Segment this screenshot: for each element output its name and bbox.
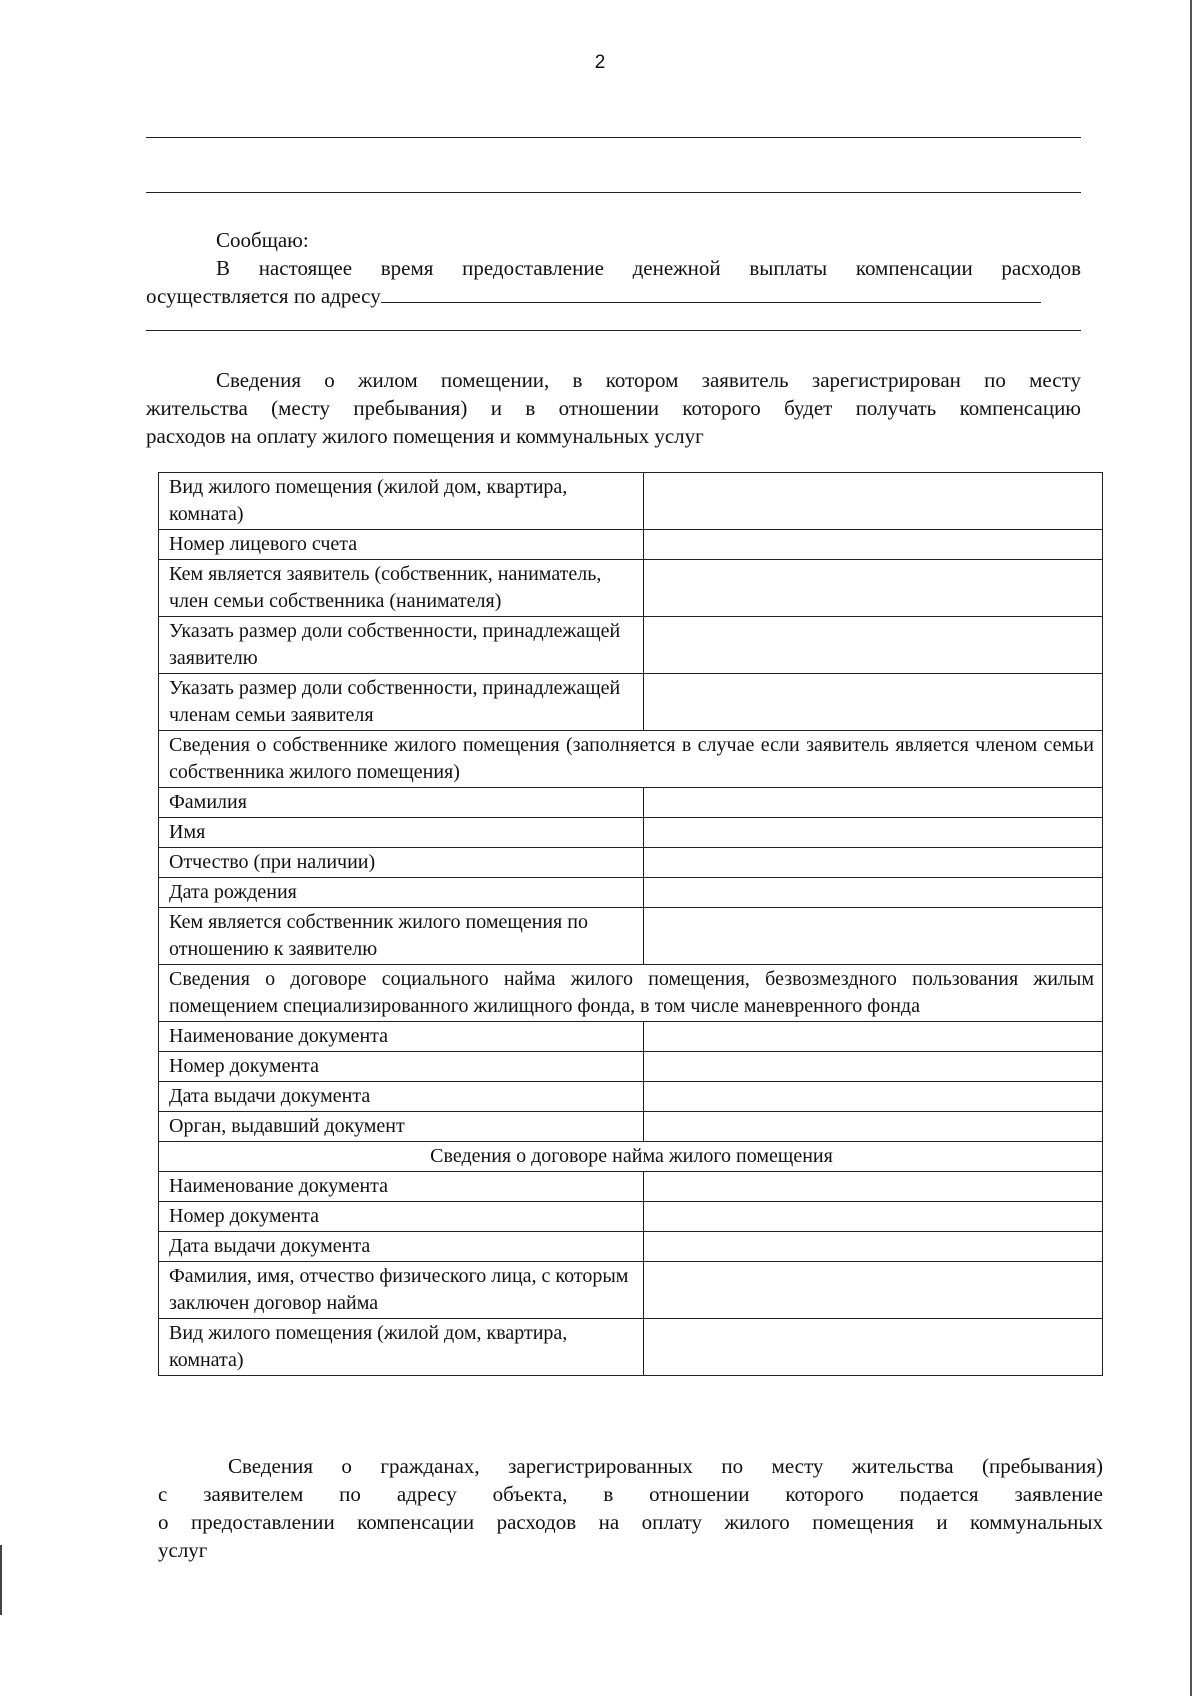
owner-section-header: Сведения о собственнике жилого помещения (заполняется в случае если заявитель является членом семьи собственника жилого помещения) bbox=[159, 731, 1103, 788]
message-line bbox=[146, 282, 1081, 310]
table-row bbox=[159, 965, 1103, 1022]
message-heading: Сообщаю: bbox=[216, 228, 309, 252]
table-row bbox=[159, 818, 1103, 848]
table-row bbox=[159, 878, 1103, 908]
owner-surname-label: Фамилия bbox=[159, 788, 644, 818]
table-row bbox=[159, 1319, 1103, 1376]
blank-line[interactable] bbox=[146, 137, 1081, 138]
table-row bbox=[159, 530, 1103, 560]
document-number-field[interactable] bbox=[644, 1052, 1103, 1082]
document-date-label: Дата выдачи документа bbox=[159, 1082, 644, 1112]
owner-patronymic-label: Отчество (при наличии) bbox=[159, 848, 644, 878]
owner-patronymic-field[interactable] bbox=[644, 848, 1103, 878]
table-row bbox=[159, 617, 1103, 674]
table-row bbox=[159, 1112, 1103, 1142]
table-row bbox=[159, 674, 1103, 731]
intro-paragraph bbox=[146, 366, 1081, 450]
lease-housing-type-label: Вид жилого помещения (жилой дом, квартира, комната) bbox=[159, 1319, 644, 1376]
family-share-field[interactable] bbox=[644, 674, 1103, 731]
lease-document-number-label: Номер документа bbox=[159, 1202, 644, 1232]
lease-person-field[interactable] bbox=[644, 1262, 1103, 1319]
document-issuer-field[interactable] bbox=[644, 1112, 1103, 1142]
owner-name-label: Имя bbox=[159, 818, 644, 848]
owner-name-field[interactable] bbox=[644, 818, 1103, 848]
housing-info-table bbox=[158, 472, 1103, 1376]
table-row bbox=[159, 560, 1103, 617]
blank-line[interactable] bbox=[146, 192, 1081, 193]
lease-section-header: Сведения о договоре найма жилого помещения bbox=[159, 1142, 1103, 1172]
table-row bbox=[159, 1202, 1103, 1232]
intro-line: Сведения о жилом помещении, в котором заявитель зарегистрирован по месту bbox=[216, 368, 1081, 392]
applicant-share-label: Указать размер доли собственности, принадлежащей заявителю bbox=[159, 617, 644, 674]
owner-birth-date-field[interactable] bbox=[644, 878, 1103, 908]
page-number: 2 bbox=[594, 52, 606, 73]
message-paragraph bbox=[146, 226, 1081, 310]
address-blank[interactable] bbox=[381, 282, 1041, 303]
message-address-label: осуществляется по адресу bbox=[146, 284, 381, 308]
lease-document-number-field[interactable] bbox=[644, 1202, 1103, 1232]
document-name-field[interactable] bbox=[644, 1022, 1103, 1052]
scan-edge-mark bbox=[1190, 0, 1192, 1696]
blank-line[interactable] bbox=[146, 330, 1081, 331]
lease-housing-type-field[interactable] bbox=[644, 1319, 1103, 1376]
table-row bbox=[159, 1082, 1103, 1112]
table-row bbox=[159, 731, 1103, 788]
table-row bbox=[159, 1262, 1103, 1319]
lease-person-label: Фамилия, имя, отчество физического лица, с которым заключен договор найма bbox=[159, 1262, 644, 1319]
lease-document-date-label: Дата выдачи документа bbox=[159, 1232, 644, 1262]
lease-document-name-label: Наименование документа bbox=[159, 1172, 644, 1202]
table-row bbox=[159, 788, 1103, 818]
outro-line: услуг bbox=[158, 1538, 208, 1562]
family-share-label: Указать размер доли собственности, принадлежащей членам семьи заявителя bbox=[159, 674, 644, 731]
housing-type-label: Вид жилого помещения (жилой дом, квартира, комната) bbox=[159, 473, 644, 530]
intro-line: жительства (месту пребывания) и в отношении которого будет получать компенсацию bbox=[146, 396, 1081, 420]
applicant-role-field[interactable] bbox=[644, 560, 1103, 617]
lease-document-name-field[interactable] bbox=[644, 1172, 1103, 1202]
table-row bbox=[159, 908, 1103, 965]
table-row bbox=[159, 1022, 1103, 1052]
housing-type-field[interactable] bbox=[644, 473, 1103, 530]
owner-relation-field[interactable] bbox=[644, 908, 1103, 965]
table-row bbox=[159, 848, 1103, 878]
table-row bbox=[159, 1172, 1103, 1202]
social-lease-section-header: Сведения о договоре социального найма жилого помещения, безвозмездного пользования жилым помещением специализированного жилищного фонда, в том числе маневренного фонда bbox=[159, 965, 1103, 1022]
outro-line: с заявителем по адресу объекта, в отношении которого подается заявление bbox=[158, 1482, 1103, 1506]
outro-paragraph bbox=[158, 1452, 1103, 1564]
lease-document-date-field[interactable] bbox=[644, 1232, 1103, 1262]
document-issuer-label: Орган, выдавший документ bbox=[159, 1112, 644, 1142]
message-line: В настоящее время предоставление денежной выплаты компенсации расходов bbox=[216, 256, 1081, 280]
owner-relation-label: Кем является собственник жилого помещения по отношению к заявителю bbox=[159, 908, 644, 965]
table-row bbox=[159, 1052, 1103, 1082]
table-row bbox=[159, 1232, 1103, 1262]
document-date-field[interactable] bbox=[644, 1082, 1103, 1112]
table-row bbox=[159, 1142, 1103, 1172]
document-number-label: Номер документа bbox=[159, 1052, 644, 1082]
outro-line: о предоставлении компенсации расходов на оплату жилого помещения и коммунальных bbox=[158, 1510, 1103, 1534]
outro-line: Сведения о гражданах, зарегистрированных по месту жительства (пребывания) bbox=[228, 1454, 1103, 1478]
account-number-label: Номер лицевого счета bbox=[159, 530, 644, 560]
applicant-share-field[interactable] bbox=[644, 617, 1103, 674]
intro-line: расходов на оплату жилого помещения и коммунальных услуг bbox=[146, 424, 704, 448]
document-name-label: Наименование документа bbox=[159, 1022, 644, 1052]
account-number-field[interactable] bbox=[644, 530, 1103, 560]
owner-birth-date-label: Дата рождения bbox=[159, 878, 644, 908]
applicant-role-label: Кем является заявитель (собственник, наниматель, член семьи собственника (нанимателя) bbox=[159, 560, 644, 617]
scan-edge-mark bbox=[0, 1545, 2, 1615]
table-row bbox=[159, 473, 1103, 530]
owner-surname-field[interactable] bbox=[644, 788, 1103, 818]
